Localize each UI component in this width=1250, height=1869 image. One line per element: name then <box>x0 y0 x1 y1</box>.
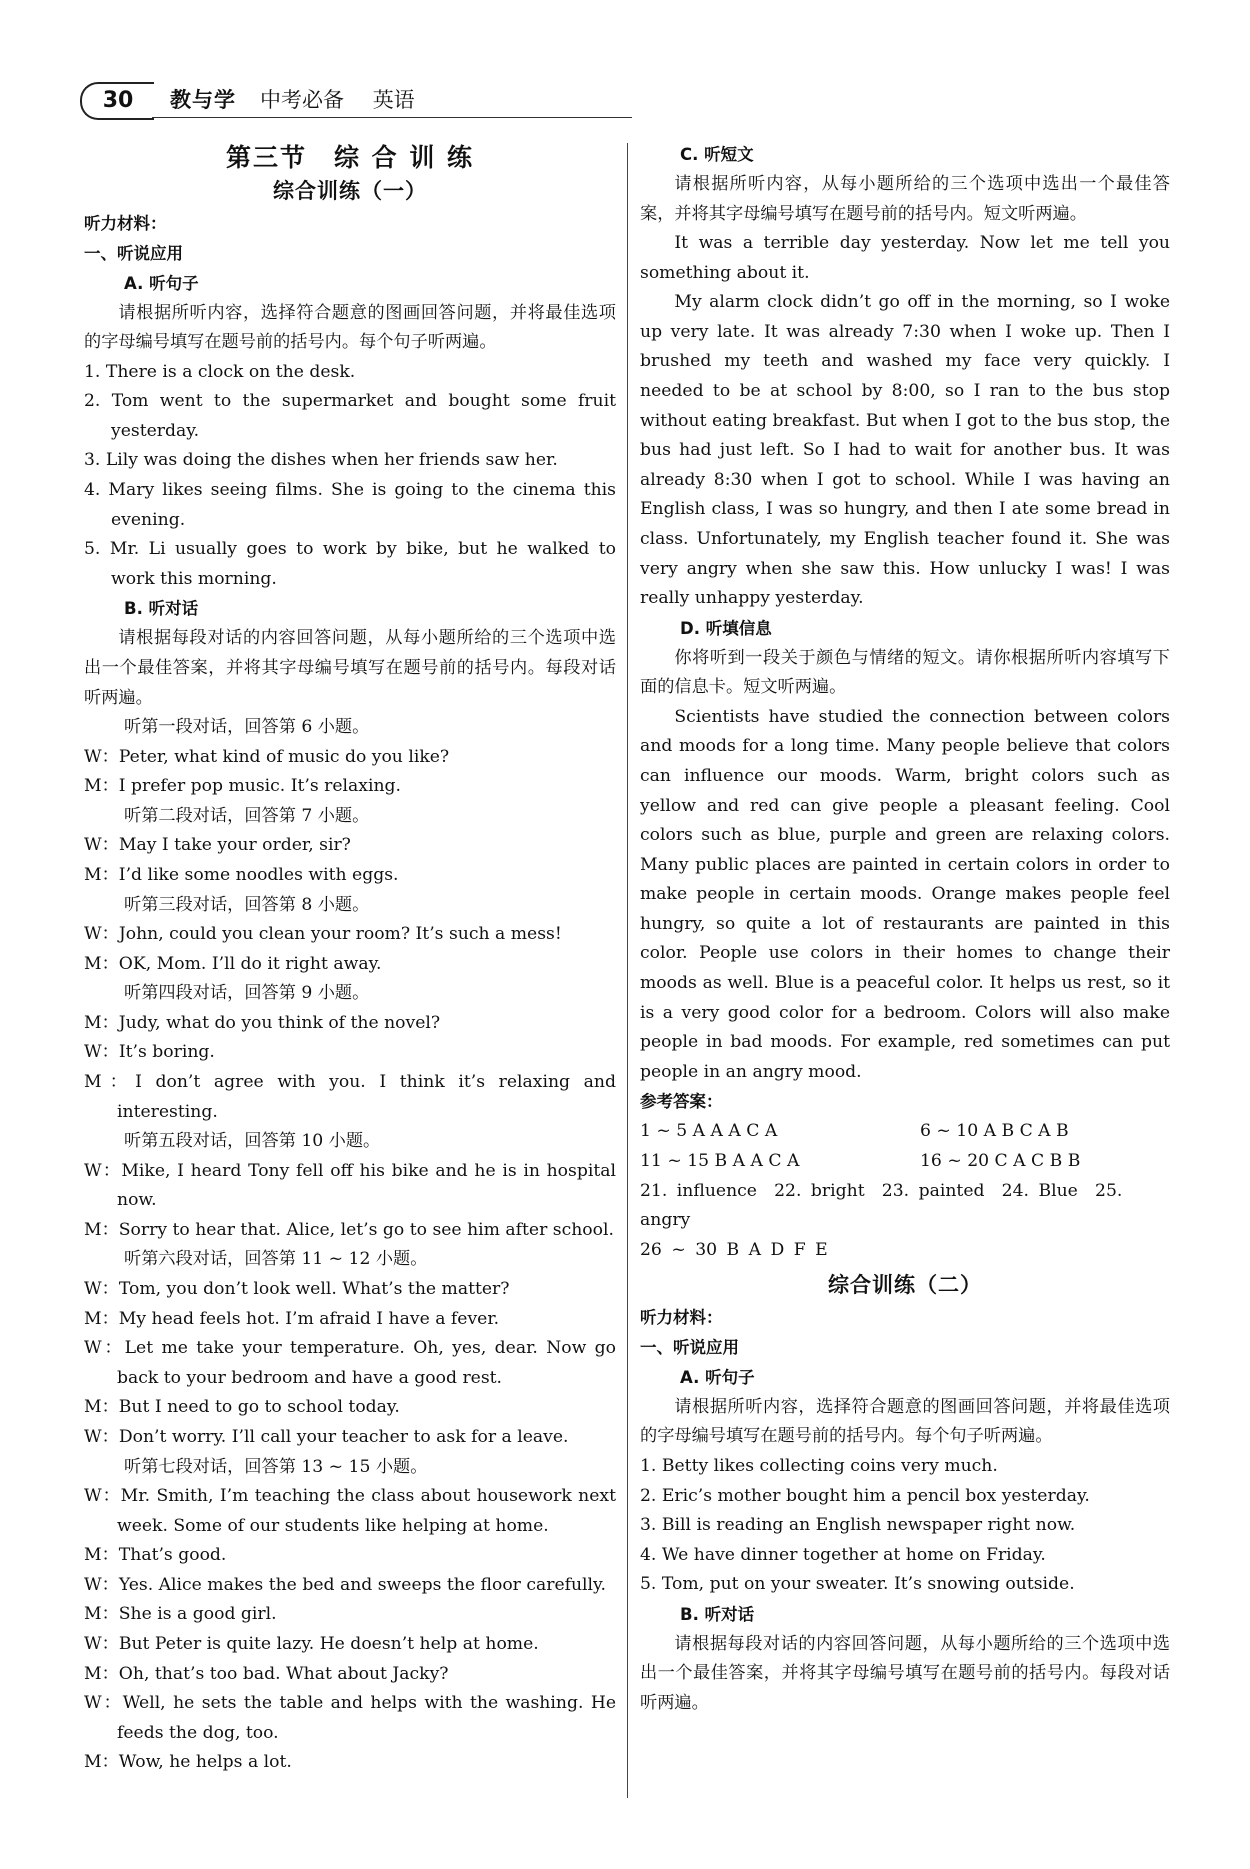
training-2-title: 综合训练（二） <box>828 1272 982 1298</box>
part-a-label: A. 听句子 <box>680 1367 755 1387</box>
training-1-title: 综合训练（一） <box>273 178 427 203</box>
dialogue-line: W：Tom, you don’t look well. What’s the matter? <box>84 1279 510 1300</box>
question-item: 2. Eric’s mother bought him a pencil box yesterday. <box>640 1485 1090 1506</box>
dialogue-line: W：Yes. Alice makes the bed and sweeps the floor carefully. <box>84 1574 606 1595</box>
part-b-label: B. 听对话 <box>680 1604 755 1624</box>
part-b-instruction: 请根据每段对话的内容回答问题，从每小题所给的三个选项中选出一个最佳答案，并将其字母编号填写在题号前的括号内。每段对话听两遍。 <box>640 1633 1170 1714</box>
answer-row: 21. influence 22. bright 23. painted 24. Blue 25. angry <box>640 1180 1123 1231</box>
question-item: 1. There is a clock on the desk. <box>84 361 356 382</box>
dialogue-line: M：I’d like some noodles with eggs. <box>84 864 399 885</box>
answer-group: 16 ~ 20 C A C B B <box>920 1150 1081 1171</box>
part-d-passage: Scientists have studied the connection between colors and moods for a long time. Many people believe that colors can influence our moods. Warm, bright colors such as yellow and red can give people a pleasant feeling. Cool colors such as blue, purple and green are relaxing colors. Many public places are painted in certain colors in order to make people in certain moods. Orange makes people feel hungry, so quite a lot of restaurants are painted in this color. People use colors in their homes to change their moods as well. Blue is a peaceful color. It helps us rest, so it is a very good color for a bedroom. Colors will also make people in bad moods. For example, red sometimes can put people in an angry mood. <box>640 706 1170 1082</box>
part-d-label: D. 听填信息 <box>680 618 772 638</box>
dialogue-line: M：My head feels hot. I’m afraid I have a fever. <box>84 1308 500 1329</box>
dialogue-cue: 听第二段对话，回答第 7 小题。 <box>124 805 370 826</box>
dialogue-cue: 听第三段对话，回答第 8 小题。 <box>124 894 370 915</box>
question-item: 5. Mr. Li usually goes to work by bike, but he walked to work this morning. <box>84 539 616 589</box>
page-header <box>80 80 560 120</box>
answer-group: 11 ~ 15 B A A C A <box>640 1150 800 1171</box>
dialogue-line: W：John, could you clean your room? It’s such a mess! <box>84 924 562 945</box>
part-a-items <box>640 1452 1170 1600</box>
dialogue-line: M：Judy, what do you think of the novel? <box>84 1012 441 1033</box>
page-number: 30 <box>80 82 154 120</box>
dialogue-line: W：But Peter is quite lazy. He doesn’t help at home. <box>84 1634 539 1654</box>
dialogue-line: W：Mike, I heard Tony fell off his bike and he is in hospital now. <box>84 1160 616 1211</box>
part-d-instruction: 你将听到一段关于颜色与情绪的短文。请你根据所听内容填写下面的信息卡。短文听两遍。 <box>640 647 1170 698</box>
part-c-label: C. 听短文 <box>680 145 754 164</box>
material-label: 听力材料： <box>640 1307 723 1327</box>
dialogue-line: W：Don’t worry. I’ll call your teacher to ask for a leave. <box>84 1426 569 1447</box>
part-a-instruction: 请根据所听内容，选择符合题意的图画回答问题，并将最佳选项的字母编号填写在题号前的括号内。每个句子听两遍。 <box>84 302 616 353</box>
dialogue-line: W：Peter, what kind of music do you like? <box>84 746 450 767</box>
part-c-instruction: 请根据所听内容，从每小题所给的三个选项中选出一个最佳答案，并将其字母编号填写在题号前的括号内。短文听两遍。 <box>640 174 1170 224</box>
answer-row <box>640 1117 1170 1147</box>
book-subject: 英语 <box>372 88 415 112</box>
dialogue-cue: 听第六段对话，回答第 11 ~ 12 小题。 <box>124 1249 428 1270</box>
dialogue-line: M：She is a good girl. <box>84 1604 277 1625</box>
column-divider <box>627 143 628 1798</box>
question-item: 4. We have dinner together at home on Friday. <box>640 1544 1046 1565</box>
part-c-passage-2: My alarm clock didn’t go off in the morning, so I woke up very late. It was already 7:30 when I woke up. Then I brushed my teeth and washed my face very quickly. I needed to be at school by 8:00, so I ran to the bus stop without eating breakfast. But when I got to the bus stop, the bus had just left. So I had to wait for another bus. It was already 8:30 when I got to school. While I was having an English class, I was so hungry, and then I ate some bread in class. Unfortunately, my English teacher found it. She was very angry when she saw this. How unlucky I was! I was really unhappy yesterday. <box>640 292 1170 609</box>
part-c-passage-1: It was a terrible day yesterday. Now let me tell you something about it. <box>640 233 1170 283</box>
dialogue-cue: 听第七段对话，回答第 13 ~ 15 小题。 <box>124 1456 428 1477</box>
answer-group: 6 ~ 10 A B C A B <box>920 1121 1069 1142</box>
answer-group: 1 ~ 5 A A A C A <box>640 1121 778 1142</box>
book-subtitle <box>260 84 437 114</box>
dialogue-line: W：May I take your order, sir? <box>84 835 351 856</box>
part1-label: 一、听说应用 <box>84 243 183 263</box>
dialogue-line: W：Let me take your temperature. Oh, yes, dear. Now go back to your bedroom and have a good rest. <box>84 1338 616 1388</box>
material-label: 听力材料： <box>84 213 167 233</box>
part-a-label: A. 听句子 <box>124 273 199 293</box>
dialogue-line: W：Well, he sets the table and helps with the washing. He feeds the dog, too. <box>84 1693 616 1743</box>
book-title: 教与学 <box>170 88 236 112</box>
left-column <box>84 140 616 1778</box>
question-item: 4. Mary likes seeing films. She is going to the cinema this evening. <box>84 480 616 530</box>
question-item: 5. Tom, put on your sweater. It’s snowing outside. <box>640 1574 1075 1595</box>
part1-label: 一、听说应用 <box>640 1337 739 1357</box>
dialogue-line: M：That’s good. <box>84 1545 227 1566</box>
part-a-items <box>84 358 616 595</box>
question-item: 3. Lily was doing the dishes when her friends saw her. <box>84 450 558 471</box>
dialogue-line: M：Wow, he helps a lot. <box>84 1752 292 1773</box>
book-series: 中考必备 <box>260 88 344 112</box>
dialogue-line: M：I don’t agree with you. I think it’s relaxing and interesting. <box>84 1072 616 1122</box>
question-item: 1. Betty likes collecting coins very much. <box>640 1455 998 1476</box>
answer-row: 26 ~ 30 B A D F E <box>640 1239 828 1260</box>
dialogue-cue: 听第一段对话，回答第 6 小题。 <box>124 717 370 738</box>
dialogue-line: M：But I need to go to school today. <box>84 1397 400 1418</box>
dialogue-line: M：OK, Mom. I’ll do it right away. <box>84 953 382 974</box>
section-title: 第三节 综 合 训 练 <box>225 143 475 172</box>
dialogue-line: M：Sorry to hear that. Alice, let’s go to see him after school. <box>84 1219 614 1240</box>
answer-row <box>640 1147 1170 1177</box>
dialogue-line: M：Oh, that’s too bad. What about Jacky? <box>84 1663 449 1684</box>
question-item: 2. Tom went to the supermarket and bought some fruit yesterday. <box>84 391 616 441</box>
dialogue-list <box>84 713 616 1778</box>
question-item: 3. Bill is reading an English newspaper right now. <box>640 1515 1076 1536</box>
dialogue-line: M：I prefer pop music. It’s relaxing. <box>84 776 401 797</box>
header-rule <box>152 117 632 118</box>
part-a-instruction: 请根据所听内容，选择符合题意的图画回答问题，并将最佳选项的字母编号填写在题号前的括号内。每个句子听两遍。 <box>640 1396 1170 1447</box>
dialogue-line: W：Mr. Smith, I’m teaching the class about housework next week. Some of our students like helping at home. <box>84 1486 616 1536</box>
dialogue-cue: 听第四段对话，回答第 9 小题。 <box>124 983 370 1004</box>
part-b-label: B. 听对话 <box>124 599 199 619</box>
dialogue-cue: 听第五段对话，回答第 10 小题。 <box>124 1131 381 1152</box>
right-column <box>640 140 1170 1719</box>
answers-label: 参考答案： <box>640 1092 723 1112</box>
part-b-instruction: 请根据每段对话的内容回答问题，从每小题所给的三个选项中选出一个最佳答案，并将其字母编号填写在题号前的括号内。每段对话听两遍。 <box>84 628 616 708</box>
dialogue-line: W：It’s boring. <box>84 1042 215 1063</box>
